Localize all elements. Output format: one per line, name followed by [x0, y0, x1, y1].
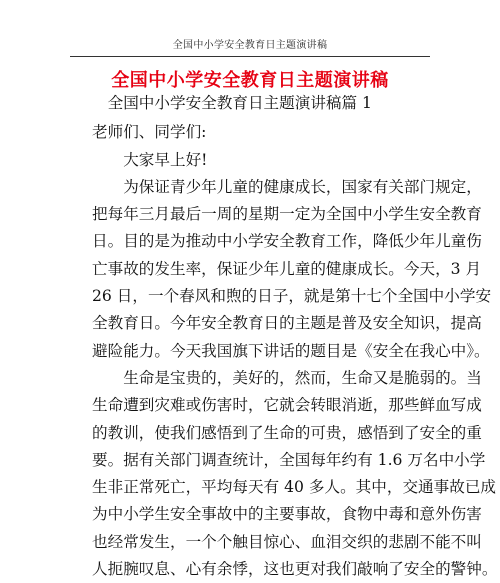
paragraph-line: 26 日，一个春风和煦的日子，就是第十七个全国中小学安 [92, 287, 492, 306]
paragraph-line: 亡事故的发生率，保证少年儿童的健康成长。今天，3 月 [92, 259, 482, 278]
paragraph-line: 生非正常死亡，平均每天有 40 多人。其中，交通事故已成 [92, 478, 497, 497]
running-header: 全国中小学安全教育日主题演讲稿 [172, 40, 328, 51]
paragraph-line: 日。目的是为推动中小学安全教育工作，降低少年儿童伤 [92, 232, 482, 251]
section-subtitle: 全国中小学安全教育日主题演讲稿篇 1 [107, 94, 372, 112]
paragraph-line: 生命是宝贵的，美好的，然而，生命又是脆弱的。当 [123, 368, 482, 387]
header-divider [70, 56, 430, 57]
paragraph-line: 也经常发生，一个个触目惊心、血泪交织的悲剧不能不叫 [92, 532, 482, 551]
paragraph-line: 为中小学生安全事故中的主要事故，食物中毒和意外伤害 [92, 505, 482, 524]
paragraph-line: 避险能力。今天我国旗下讲话的题目是《安全在我心中》。 [92, 341, 490, 360]
paragraph-1 [92, 174, 492, 365]
paragraph-line: 的教训，使我们感悟到了生命的可贵，感悟到了安全的重 [92, 423, 482, 442]
paragraph-line: 生命遭到灾难或伤害时，它就会转眼消逝，那些鲜血写成 [92, 396, 482, 415]
document-title: 全国中小学安全教育日主题演讲稿 [111, 70, 389, 91]
document-body [92, 90, 498, 583]
paragraph-line: 为保证青少年儿童的健康成长，国家有关部门规定， [123, 177, 482, 196]
salutation: 老师们、同学们: [92, 123, 207, 142]
paragraph-2 [92, 365, 498, 583]
paragraph-line: 要。据有关部门调查统计，全国每年约有 1.6 万名中小学 [92, 450, 486, 469]
paragraph-line: 人扼腕叹息、心有余悸，这也更对我们敲响了安全的警钟。 [92, 560, 498, 579]
paragraph-line: 全教育日。今年安全教育日的主题是普及安全知识，提高 [92, 314, 482, 333]
greeting: 大家早上好! [123, 150, 208, 169]
paragraph-line: 把每年三月最后一周的星期一定为全国中小学生安全教育 [92, 205, 482, 224]
